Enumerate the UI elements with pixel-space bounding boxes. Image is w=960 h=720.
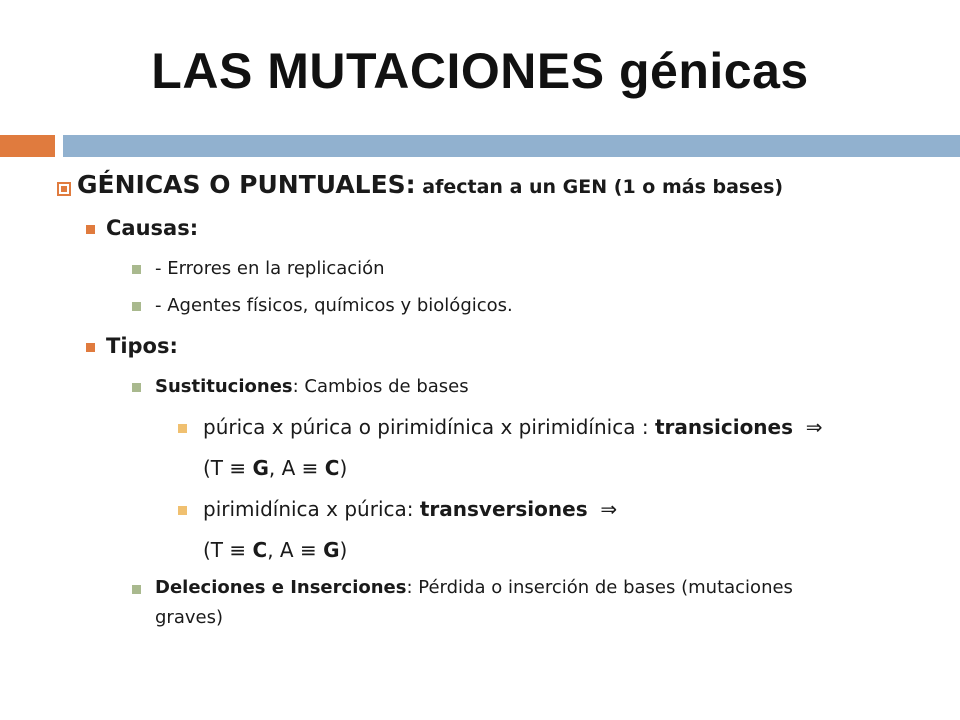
bullet-icon	[86, 225, 95, 234]
slide-title: LAS MUTACIONES génicas	[151, 43, 809, 99]
deleciones-desc: : Pérdida o inserción de bases (mutaciones	[406, 577, 793, 598]
eq-base-1: G	[252, 456, 269, 480]
bullet-icon	[86, 343, 95, 352]
transversiones-line	[203, 497, 617, 521]
causa-item-2: - Agentes físicos, químicos y biológicos.	[155, 295, 513, 316]
transversiones-term: transversiones	[419, 497, 588, 521]
transiciones-equation	[203, 456, 347, 480]
implies-arrow-icon: ⇒	[600, 497, 618, 521]
tipos-label: Tipos:	[106, 334, 178, 358]
eq-base-2: G	[323, 538, 340, 562]
causas-label: Causas:	[106, 216, 199, 240]
eq-mid: , A ≡	[268, 456, 325, 480]
deleciones-line	[155, 577, 793, 598]
heading-main: GÉNICAS O PUNTUALES:	[77, 170, 416, 199]
transversiones-equation	[203, 538, 347, 562]
heading-line	[77, 170, 783, 199]
accent-bar-blue	[63, 135, 960, 157]
causa-item-1: - Errores en la replicación	[155, 258, 385, 279]
bullet-icon	[132, 265, 141, 274]
transversiones-text: pirimidínica x púrica:	[203, 497, 420, 521]
eq-base-1: C	[252, 538, 268, 562]
eq-close: )	[339, 456, 348, 480]
eq-mid: , A ≡	[267, 538, 324, 562]
eq-base-2: C	[324, 456, 340, 480]
bullet-icon	[178, 424, 187, 433]
transiciones-term: transiciones	[654, 415, 794, 439]
bullet-icon	[132, 383, 141, 392]
sustituciones-line	[155, 376, 469, 397]
eq-close: )	[339, 538, 348, 562]
square-bullet-icon	[57, 182, 71, 196]
heading-rest: afectan a un GEN (1 o más bases)	[415, 176, 784, 198]
transiciones-line	[203, 415, 823, 439]
eq-open: (T ≡	[203, 538, 253, 562]
eq-open: (T ≡	[203, 456, 253, 480]
bullet-icon	[132, 585, 141, 594]
implies-arrow-icon: ⇒	[805, 415, 823, 439]
sustituciones-desc: : Cambios de bases	[292, 376, 469, 397]
deleciones-term: Deleciones e Inserciones	[155, 577, 407, 598]
deleciones-line-2: graves)	[155, 607, 223, 628]
sustituciones-term: Sustituciones	[155, 376, 293, 397]
accent-bar-orange	[0, 135, 55, 157]
bullet-icon	[132, 302, 141, 311]
transiciones-text: púrica x púrica o pirimidínica x pirimidínica :	[203, 415, 655, 439]
bullet-icon	[178, 506, 187, 515]
